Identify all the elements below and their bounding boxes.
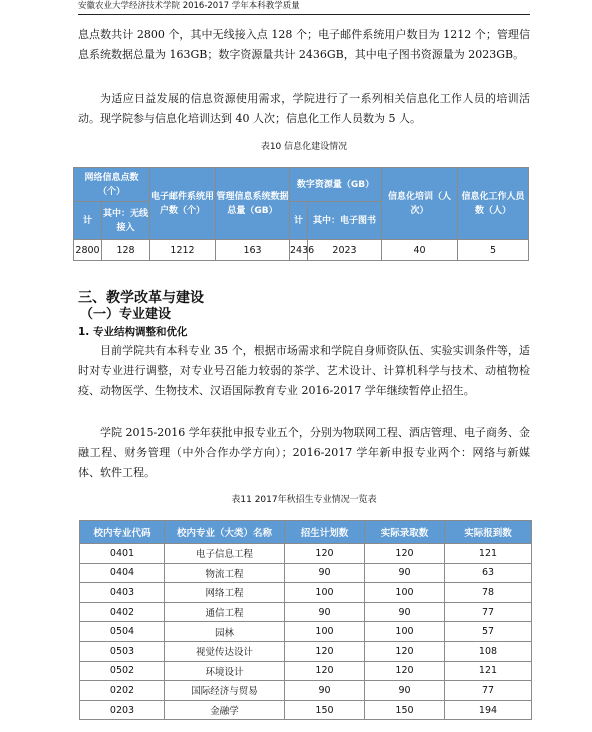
cell-admitted: 100 — [365, 622, 445, 642]
cell-admitted: 90 — [365, 681, 445, 701]
cell-admitted: 120 — [365, 661, 445, 681]
cell-code: 0502 — [80, 661, 165, 681]
header-training: 信息化培训（人次） — [382, 168, 458, 240]
cell-admitted: 90 — [365, 563, 445, 583]
page-header: 安徽农业大学经济技术学院 2016-2017 学年本科教学质量 — [78, 0, 530, 15]
cell-name: 环境设计 — [165, 661, 285, 681]
header-digital-total: 计 — [290, 202, 308, 240]
header-ebooks: 其中：电子图书 — [308, 202, 382, 240]
cell-ebooks: 2023 — [308, 240, 382, 261]
cell-email-users: 1212 — [150, 240, 216, 261]
cell-code: 0402 — [80, 602, 165, 622]
cell-name: 金融学 — [165, 700, 285, 720]
header-wireless: 其中：无线接入 — [102, 202, 150, 240]
table11-caption: 表11 2017年秋招生专业情况一览表 — [231, 495, 377, 505]
cell-name: 网络工程 — [165, 583, 285, 603]
cell-plan: 150 — [285, 700, 365, 720]
cell-reported: 108 — [445, 641, 532, 661]
header-mis-data: 管理信息系统数据总量（GB） — [216, 168, 290, 240]
table-row — [80, 641, 532, 661]
cell-admitted: 90 — [365, 602, 445, 622]
cell-digital-total: 2436 — [290, 240, 308, 261]
cell-reported: 77 — [445, 602, 532, 622]
enrollment-table — [79, 520, 532, 720]
cell-code: 0401 — [80, 544, 165, 564]
cell-plan: 90 — [285, 602, 365, 622]
cell-admitted: 150 — [365, 700, 445, 720]
cell-code: 0503 — [80, 641, 165, 661]
table-row — [80, 700, 532, 720]
cell-admitted: 120 — [365, 641, 445, 661]
cell-plan: 100 — [285, 583, 365, 603]
header-staff: 信息化工作人员数（人） — [458, 168, 529, 240]
cell-plan: 120 — [285, 641, 365, 661]
cell-name: 园林 — [165, 622, 285, 642]
paragraph-training: 为适应日益发展的信息资源使用需求，学院进行了一系列相关信息化工作人员的培训活动。现学院参与信息化培训达到 40 人次；信息化工作人员数为 5 人。 — [78, 92, 530, 125]
cell-code: 0404 — [80, 563, 165, 583]
subsection-heading: （一）专业建设 — [80, 307, 172, 322]
cell-name: 物流工程 — [165, 563, 285, 583]
table-row — [80, 622, 532, 642]
header-digital-resources: 数字资源量（GB） — [290, 168, 382, 202]
cell-plan: 90 — [285, 681, 365, 701]
info-construction-table — [73, 167, 529, 261]
table-row — [80, 544, 532, 564]
cell-reported: 63 — [445, 563, 532, 583]
cell-code: 0203 — [80, 700, 165, 720]
sub-subsection-heading: 1. 专业结构调整和优化 — [78, 326, 188, 338]
table-row — [74, 240, 529, 261]
cell-plan: 120 — [285, 544, 365, 564]
cell-admitted: 100 — [365, 583, 445, 603]
header-admitted: 实际录取数 — [365, 521, 445, 544]
cell-reported: 57 — [445, 622, 532, 642]
header-plan: 招生计划数 — [285, 521, 365, 544]
header-email-users: 电子邮件系统用户数（个） — [150, 168, 216, 240]
cell-code: 0403 — [80, 583, 165, 603]
cell-network-total: 2800 — [74, 240, 102, 261]
cell-code: 0202 — [80, 681, 165, 701]
paragraph-majors: 目前学院共有本科专业 35 个，根据市场需求和学院自身师资队伍、实验实训条件等，适时对专业进行调整，对专业号召能力较弱的茶学、艺术设计、计算机科学与技术、动植物检疫、动物医学、生物技术、汉语国际教育专业 2016-2017 学年继续暂停止招生。 — [78, 344, 530, 397]
table-row — [80, 661, 532, 681]
cell-name: 电子信息工程 — [165, 544, 285, 564]
cell-staff: 5 — [458, 240, 529, 261]
table10-caption: 表10 信息化建设情况 — [260, 142, 348, 152]
header-network-total: 计 — [74, 202, 102, 240]
header-major-code: 校内专业代码 — [80, 521, 165, 544]
cell-training: 40 — [382, 240, 458, 261]
cell-reported: 78 — [445, 583, 532, 603]
cell-plan: 100 — [285, 622, 365, 642]
table-row — [80, 563, 532, 583]
cell-plan: 90 — [285, 563, 365, 583]
cell-reported: 194 — [445, 700, 532, 720]
cell-wireless: 128 — [102, 240, 150, 261]
cell-plan: 120 — [285, 661, 365, 681]
cell-reported: 77 — [445, 681, 532, 701]
paragraph-network-stats: 息点数共计 2800 个，其中无线接入点 128 个；电子邮件系统用户数目为 1212 个；管理信息系统数据总量为 163GB；数字资源量共计 2436GB，其中电子图书资源量为 2023GB。 — [78, 28, 530, 61]
table-row — [80, 681, 532, 701]
paragraph-new-majors: 学院 2015-2016 学年获批申报专业五个，分别为物联网工程、酒店管理、电子商务、金融工程、财务管理（中外合作办学方向）；2016-2017 学年新申报专业两个：网络与新媒体、软件工程。 — [78, 426, 530, 479]
cell-mis-data: 163 — [216, 240, 290, 261]
cell-name: 国际经济与贸易 — [165, 681, 285, 701]
cell-reported: 121 — [445, 544, 532, 564]
header-network-points: 网络信息点数（个） — [74, 168, 150, 202]
cell-name: 视觉传达设计 — [165, 641, 285, 661]
cell-admitted: 120 — [365, 544, 445, 564]
header-reported: 实际报到数 — [445, 521, 532, 544]
cell-code: 0504 — [80, 622, 165, 642]
section-heading: 三、教学改革与建设 — [78, 290, 204, 306]
header-major-name: 校内专业（大类）名称 — [165, 521, 285, 544]
cell-reported: 121 — [445, 661, 532, 681]
table-row — [80, 602, 532, 622]
table-row — [80, 583, 532, 603]
cell-name: 通信工程 — [165, 602, 285, 622]
